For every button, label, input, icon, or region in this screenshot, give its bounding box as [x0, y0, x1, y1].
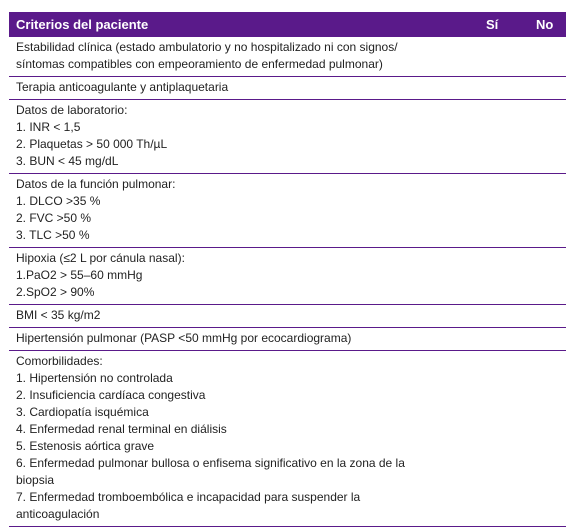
patient-criteria-table	[9, 12, 566, 527]
row-text-line: Datos de la función pulmonar:	[16, 177, 176, 191]
row-text-line: 1. Hipertensión no controlada	[16, 371, 173, 385]
row-text-line: Estabilidad clínica (estado ambulatorio y no hospitalizado ni con signos/	[16, 40, 398, 54]
row-text-line: BMI < 35 kg/m2	[16, 308, 101, 322]
row-text-line: 1.PaO2 > 55–60 mmHg	[16, 268, 143, 282]
table-row	[9, 100, 566, 174]
row-text-line: 1. DLCO >35 %	[16, 194, 101, 208]
row-text-line: 6. Enfermedad pulmonar bullosa o enfisema significativo en la zona de la	[16, 456, 405, 470]
table-header	[9, 12, 566, 36]
header-si: Sí	[486, 16, 499, 32]
row-text-line: 1. INR < 1,5	[16, 120, 81, 134]
row-text-line: Datos de laboratorio:	[16, 103, 128, 117]
row-text-line: biopsia	[16, 473, 55, 487]
row-text-line: 3. TLC >50 %	[16, 228, 90, 242]
table-row	[9, 351, 566, 527]
row-text-line: Hipertensión pulmonar (PASP <50 mmHg por ecocardiograma)	[16, 331, 352, 345]
row-text-line: Comorbilidades:	[16, 354, 103, 368]
header-no: No	[536, 16, 554, 32]
header-criteria: Criterios del paciente	[16, 16, 149, 32]
row-text-line: 3. Cardiopatía isquémica	[16, 405, 149, 419]
row-text-line: 5. Estenosis aórtica grave	[16, 439, 155, 453]
row-text-line: 7. Enfermedad tromboembólica e incapacidad para suspender la	[16, 490, 361, 504]
row-text-line: 3. BUN < 45 mg/dL	[16, 154, 119, 168]
row-text-line: 2.SpO2 > 90%	[16, 285, 95, 299]
row-text-line: síntomas compatibles con empeoramiento de enfermedad pulmonar)	[16, 57, 383, 71]
row-text-line: 2. FVC >50 %	[16, 211, 92, 225]
table-row	[9, 328, 566, 351]
row-text-line: 2. Plaquetas > 50 000 Th/µL	[16, 137, 168, 151]
table-row	[9, 305, 566, 328]
table-row	[9, 77, 566, 100]
table-row	[9, 174, 566, 248]
row-text-line: 4. Enfermedad renal terminal en diálisis	[16, 422, 227, 436]
row-text-line: Terapia anticoagulante y antiplaquetaria	[16, 80, 229, 94]
row-text-line: Hipoxia (≤2 L por cánula nasal):	[16, 251, 185, 265]
table-row	[9, 37, 566, 77]
table-row	[9, 248, 566, 305]
table-body	[9, 36, 566, 527]
row-text-line: 2. Insuficiencia cardíaca congestiva	[16, 388, 206, 402]
row-text-line: anticoagulación	[16, 507, 100, 521]
